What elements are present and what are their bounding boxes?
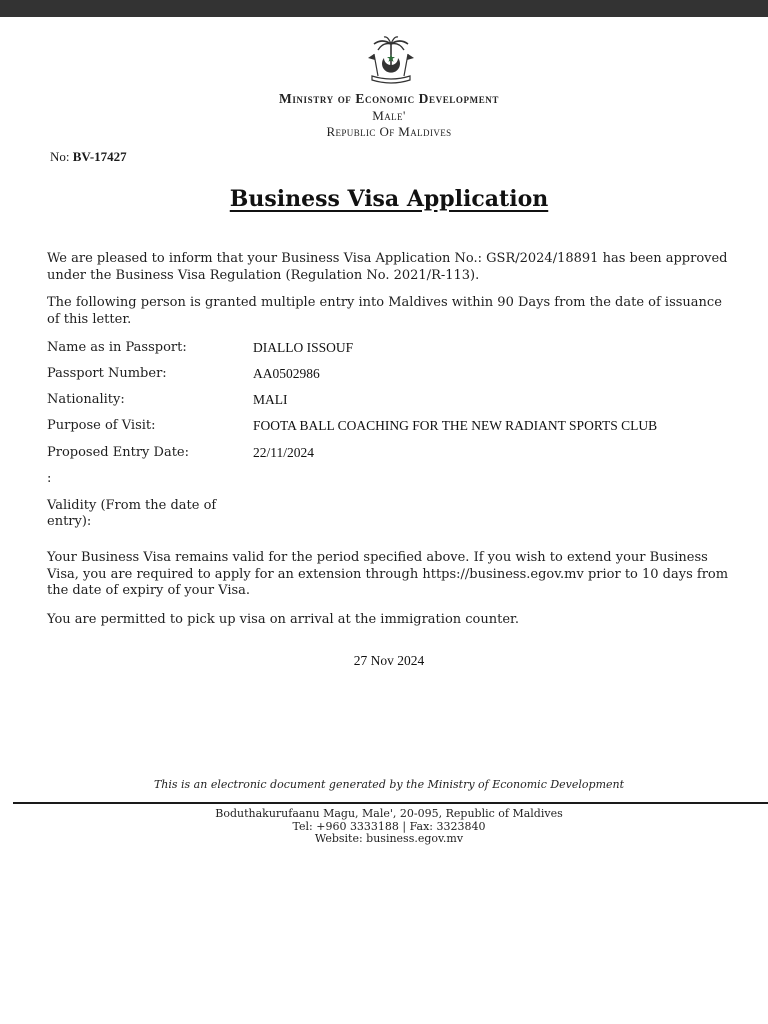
pickup-paragraph: You are permitted to pick up visa on arrival at the immigration counter.	[47, 612, 519, 627]
field-value-passport: AA0502986	[253, 366, 320, 381]
footer-divider	[13, 802, 768, 804]
entry-paragraph: The following person is granted multiple entry into Maldives within 90 Days from the date of issuance of this letter.	[47, 295, 722, 327]
footer	[0, 808, 768, 846]
approval-paragraph: We are pleased to inform that your Business Visa Application No.: GSR/2024/18891 has been approved under the Business Visa Regulation (Regulation No. 2021/R-113).	[47, 251, 728, 283]
field-label-name: Name as in Passport:	[47, 340, 187, 355]
validity-paragraph: Your Business Visa remains valid for the period specified above. If you wish to extend your Business Visa, you are required to apply for an extension through https://business.egov.mv prior to 10 days from the date of expiry of your Visa.	[47, 550, 729, 598]
state-emblem-icon	[364, 36, 418, 84]
field-value-nationality: MALI	[253, 392, 288, 407]
ministry-header	[0, 92, 768, 138]
document-number-value: BV-17427	[72, 149, 127, 164]
document-title: Business Visa Application	[229, 186, 549, 212]
field-label-validity: Validity (From the date of entry):	[47, 498, 217, 529]
footer-address: Boduthakurufaanu Magu, Male', 20-095, Republic of Maldives	[215, 807, 563, 820]
field-value-name: DIALLO ISSOUF	[253, 340, 354, 355]
field-value-purpose: FOOTA BALL COACHING FOR THE NEW RADIANT SPORTS CLUB	[253, 418, 658, 433]
document-number	[50, 149, 127, 165]
field-label-entry-date: Proposed Entry Date:	[47, 445, 190, 460]
field-label-purpose: Purpose of Visit:	[47, 418, 156, 433]
top-bar	[0, 0, 768, 17]
stray-colon: :	[47, 471, 52, 486]
field-label-passport: Passport Number:	[47, 366, 167, 381]
electronic-document-note: This is an electronic document generated by the Ministry of Economic Development	[153, 778, 625, 791]
footer-website: Website: business.egov.mv	[314, 832, 464, 845]
ministry-country: Republic Of Maldives	[326, 123, 452, 139]
footer-contact: Tel: +960 3333188 | Fax: 3323840	[292, 819, 486, 833]
issue-date: 27 Nov 2024	[353, 653, 425, 668]
field-value-entry-date: 22/11/2024	[253, 445, 315, 460]
field-label-nationality: Nationality:	[47, 392, 125, 407]
ministry-city: Male'	[372, 107, 406, 123]
document-number-label: No:	[50, 149, 70, 164]
ministry-name: Ministry of Economic Development	[278, 91, 500, 106]
